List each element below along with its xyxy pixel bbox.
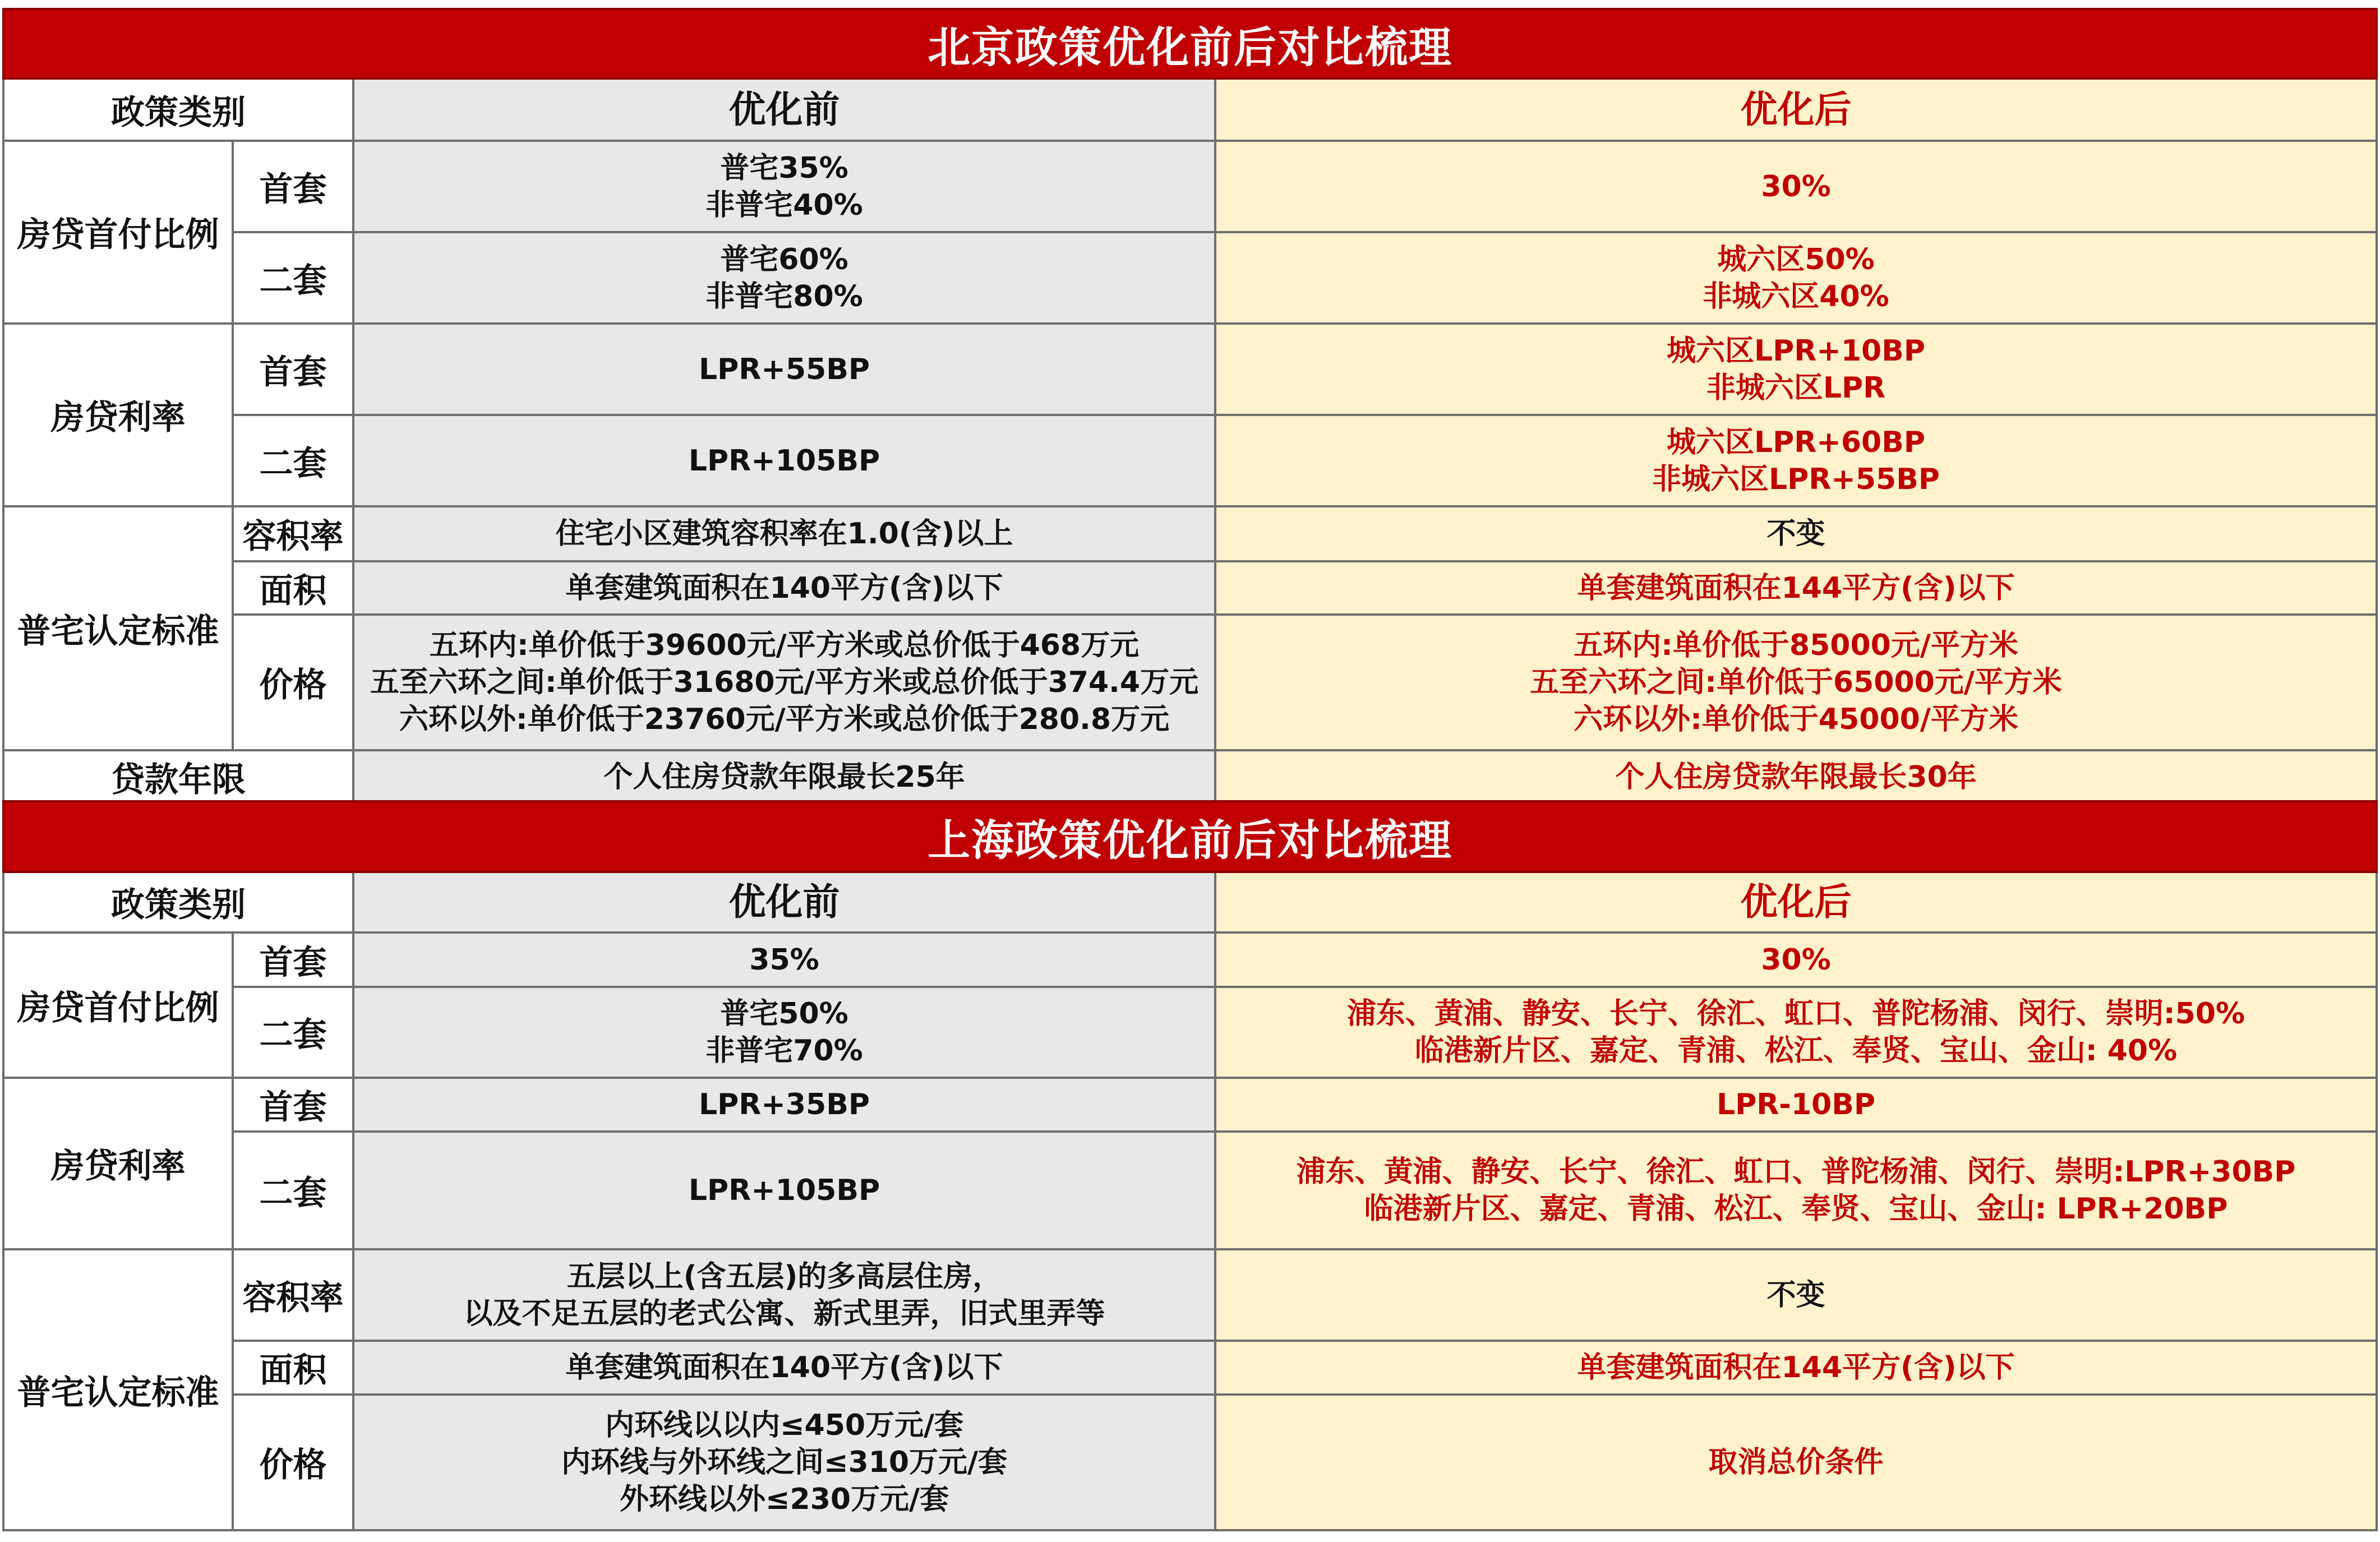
table-row	[3, 1078, 2377, 1132]
before-cell	[353, 1395, 1215, 1530]
cell-line: LPR+35BP	[699, 1088, 870, 1121]
before-cell	[353, 987, 1215, 1078]
cell-line: LPR+105BP	[688, 1174, 880, 1207]
cell-line: 非普宅70%	[705, 1034, 863, 1068]
before-cell	[353, 324, 1215, 415]
cell-line: 非城六区LPR	[1706, 371, 1886, 405]
cell-line: 外环线以外≤230万元/套	[619, 1483, 949, 1516]
after-cell	[1215, 1132, 2377, 1249]
shanghai-title-row	[3, 801, 2377, 872]
after-cell	[1215, 987, 2377, 1078]
table-row	[3, 987, 2377, 1078]
before-cell	[353, 615, 1215, 750]
before-cell	[353, 561, 1215, 615]
before-cell	[353, 1249, 1215, 1341]
cell-line: 城六区LPR+10BP	[1667, 334, 1925, 368]
table-row	[3, 1132, 2377, 1249]
category-down-payment: 房贷首付比例	[3, 141, 233, 324]
category-loan-term: 贷款年限	[3, 750, 353, 804]
after-cell	[1215, 750, 2377, 804]
beijing-table	[2, 8, 2378, 805]
header-after: 优化后	[1215, 79, 2377, 141]
beijing-title-row	[3, 9, 2377, 79]
beijing-title: 北京政策优化前后对比梳理	[3, 9, 2377, 79]
category-interest-rate: 房贷利率	[3, 1078, 233, 1249]
cell-line: 临港新片区、嘉定、青浦、松江、奉贤、宝山、金山: 40%	[1414, 1034, 2178, 1068]
cell-line: 城六区50%	[1717, 242, 1875, 276]
cell-line: 五至六环之间:单价低于31680元/平方米或总价低于374.4万元	[370, 666, 1199, 699]
cell-line: 单套建筑面积在140平方(含)以下	[565, 571, 1003, 605]
after-cell	[1215, 561, 2377, 615]
before-cell	[353, 1078, 1215, 1132]
category-standard: 普宅认定标准	[3, 506, 233, 750]
after-cell	[1215, 1249, 2377, 1341]
table-row	[3, 1395, 2377, 1530]
cell-line: 不变	[1766, 517, 1825, 551]
table-row	[3, 324, 2377, 415]
after-cell	[1215, 415, 2377, 506]
cell-line: 内环线与外环线之间≤310万元/套	[561, 1446, 1008, 1479]
before-cell	[353, 1132, 1215, 1249]
after-cell	[1215, 324, 2377, 415]
header-before: 优化前	[353, 872, 1215, 932]
subcategory-second-home: 二套	[233, 1132, 353, 1249]
cell-line: 非普宅40%	[705, 188, 863, 222]
category-down-payment: 房贷首付比例	[3, 932, 233, 1078]
cell-line: 普宅60%	[720, 242, 848, 276]
table-row	[3, 932, 2377, 987]
cell-line: 内环线以以内≤450万元/套	[605, 1409, 964, 1442]
cell-line: 住宅小区建筑容积率在1.0(含)以上	[555, 517, 1013, 551]
table-row	[3, 232, 2377, 324]
before-cell	[353, 932, 1215, 987]
subcategory-floor-area-ratio: 容积率	[233, 506, 353, 561]
before-cell	[353, 750, 1215, 804]
cell-line: 30%	[1761, 169, 1831, 204]
cell-line: 五层以上(含五层)的多高层住房，	[566, 1259, 1002, 1294]
table-row	[3, 506, 2377, 561]
cell-line: 30%	[1761, 943, 1831, 977]
before-cell	[353, 415, 1215, 506]
cell-line: 五环内:单价低于39600元/平方米或总价低于468万元	[429, 629, 1140, 662]
after-cell	[1215, 1395, 2377, 1530]
subcategory-first-home: 首套	[233, 932, 353, 987]
table-row	[3, 1341, 2377, 1395]
subcategory-first-home: 首套	[233, 324, 353, 415]
after-cell	[1215, 232, 2377, 324]
cell-line: 35%	[749, 943, 819, 977]
cell-line: 单套建筑面积在140平方(含)以下	[565, 1351, 1003, 1384]
before-cell	[353, 506, 1215, 561]
after-cell	[1215, 1341, 2377, 1395]
before-cell	[353, 232, 1215, 324]
cell-line: 浦东、黄浦、静安、长宁、徐汇、虹口、普陀杨浦、闵行、崇明:50%	[1346, 997, 2245, 1031]
shanghai-header-row	[3, 872, 2377, 932]
subcategory-price: 价格	[233, 1395, 353, 1530]
cell-line: 五至六环之间:单价低于65000元/平方米	[1530, 666, 2062, 699]
cell-line: 临港新片区、嘉定、青浦、松江、奉贤、宝山、金山: LPR+20BP	[1364, 1192, 2228, 1226]
subcategory-second-home: 二套	[233, 415, 353, 506]
cell-line: LPR+55BP	[699, 352, 870, 386]
shanghai-title: 上海政策优化前后对比梳理	[3, 801, 2377, 872]
shanghai-table	[2, 800, 2378, 1531]
cell-line: 五环内:单价低于85000元/平方米	[1574, 629, 2018, 662]
cell-line: 城六区LPR+60BP	[1667, 425, 1925, 459]
cell-line: LPR+105BP	[688, 444, 880, 478]
table-row	[3, 141, 2377, 232]
subcategory-first-home: 首套	[233, 141, 353, 232]
subcategory-price: 价格	[233, 615, 353, 750]
category-interest-rate: 房贷利率	[3, 324, 233, 506]
header-category: 政策类别	[3, 872, 353, 932]
subcategory-second-home: 二套	[233, 232, 353, 324]
subcategory-area: 面积	[233, 561, 353, 615]
header-after: 优化后	[1215, 872, 2377, 932]
cell-line: 六环以外:单价低于45000/平方米	[1574, 703, 2018, 736]
after-cell	[1215, 1078, 2377, 1132]
table-row	[3, 615, 2377, 750]
after-cell	[1215, 141, 2377, 232]
cell-line: 非普宅80%	[705, 279, 863, 313]
subcategory-second-home: 二套	[233, 987, 353, 1078]
cell-line: 非城六区LPR+55BP	[1652, 462, 1940, 496]
cell-line: 单套建筑面积在144平方(含)以下	[1577, 571, 2015, 605]
cell-line: 普宅35%	[720, 151, 848, 185]
beijing-header-row	[3, 79, 2377, 141]
after-cell	[1215, 932, 2377, 987]
subcategory-floor-area-ratio: 容积率	[233, 1249, 353, 1341]
table-row	[3, 1249, 2377, 1341]
subcategory-first-home: 首套	[233, 1078, 353, 1132]
table-row	[3, 750, 2377, 804]
cell-line: 单套建筑面积在144平方(含)以下	[1577, 1351, 2015, 1384]
cell-line: 个人住房贷款年限最长30年	[1615, 760, 1977, 794]
cell-line: 非城六区40%	[1703, 279, 1889, 313]
cell-line: 以及不足五层的老式公寓、新式里弄，旧式里弄等	[463, 1296, 1105, 1331]
cell-line: 不变	[1766, 1278, 1825, 1312]
category-standard: 普宅认定标准	[3, 1249, 233, 1530]
after-cell	[1215, 615, 2377, 750]
cell-line: LPR-10BP	[1717, 1088, 1875, 1121]
table-row	[3, 415, 2377, 506]
subcategory-area: 面积	[233, 1341, 353, 1395]
cell-line: 浦东、黄浦、静安、长宁、徐汇、虹口、普陀杨浦、闵行、崇明:LPR+30BP	[1296, 1155, 2296, 1189]
cell-line: 个人住房贷款年限最长25年	[603, 760, 965, 794]
cell-line: 取消总价条件	[1708, 1446, 1884, 1479]
table-row	[3, 561, 2377, 615]
before-cell	[353, 141, 1215, 232]
header-before: 优化前	[353, 79, 1215, 141]
cell-line: 普宅50%	[720, 997, 848, 1031]
cell-line: 六环以外:单价低于23760元/平方米或总价低于280.8万元	[399, 703, 1170, 736]
before-cell	[353, 1341, 1215, 1395]
after-cell	[1215, 506, 2377, 561]
header-category: 政策类别	[3, 79, 353, 141]
